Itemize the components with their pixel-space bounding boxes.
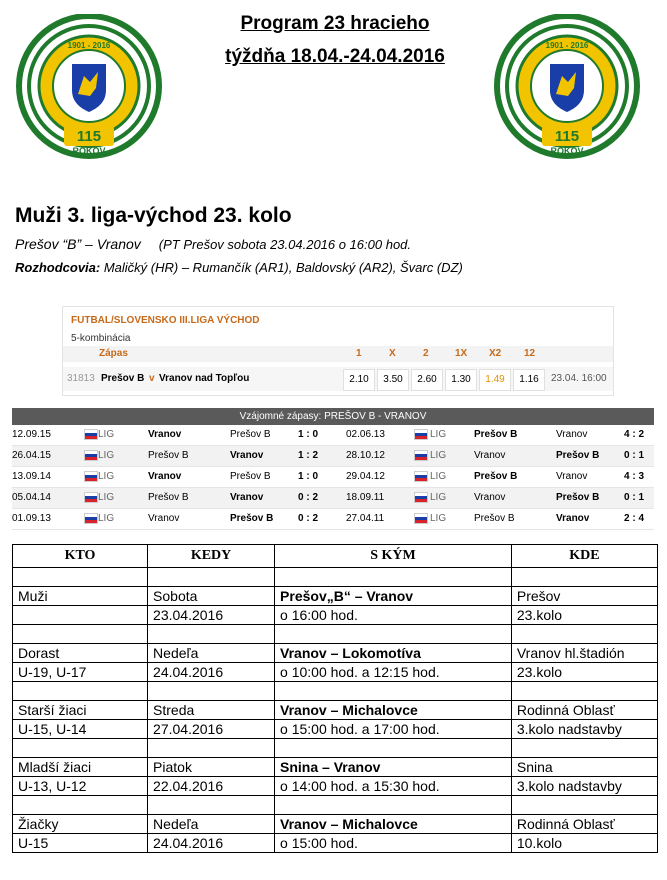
h2h-row	[12, 425, 654, 446]
where-cell: 23.kolo	[511, 663, 657, 682]
who-cell: Mladší žiaci	[13, 758, 148, 777]
h2h-away: Prešov B	[230, 429, 271, 440]
h2h-away: Vranov	[556, 471, 588, 482]
when-cell: Sobota	[148, 587, 275, 606]
slovakia-flag-icon	[414, 492, 428, 503]
h2h-league: LIG	[430, 471, 447, 482]
schedule-row	[13, 625, 658, 644]
h2h-row	[12, 488, 654, 509]
when-cell	[148, 682, 275, 701]
h2h-league: LIG	[430, 513, 447, 524]
odds-header-match: Zápas	[99, 348, 128, 359]
h2h-home: Vranov	[474, 450, 506, 461]
h2h-league: LIG	[98, 450, 115, 461]
h2h-home: Prešov B	[148, 450, 189, 461]
when-cell: Streda	[148, 701, 275, 720]
who-cell: U-19, U-17	[13, 663, 148, 682]
opponent-cell: o 10:00 hod. a 12:15 hod.	[275, 663, 512, 682]
referees-line	[15, 260, 463, 275]
opponent-cell	[275, 625, 512, 644]
odds-away: Vranov nad Topľou	[159, 373, 250, 384]
where-cell: Vranov hl.štadión	[511, 644, 657, 663]
h2h-score: 2 : 4	[624, 513, 645, 524]
where-cell	[511, 625, 657, 644]
h2h-row	[12, 467, 654, 488]
h2h-home: Vranov	[148, 429, 182, 440]
schedule-row	[13, 739, 658, 758]
schedule-row	[13, 568, 658, 587]
schedule-row	[13, 663, 658, 682]
club-logo-left	[14, 14, 164, 164]
where-cell: 3.kolo nadstavby	[511, 720, 657, 739]
opponent-cell: Snina – Vranov	[275, 758, 512, 777]
odds-header	[63, 346, 613, 362]
odd-12[interactable]: 1.16	[513, 369, 545, 391]
h2h-home: Vranov	[474, 492, 506, 503]
odd-2[interactable]: 2.60	[411, 369, 443, 391]
h2h-date: 27.04.11	[346, 513, 385, 524]
who-cell: Dorast	[13, 644, 148, 663]
when-cell	[148, 796, 275, 815]
h2h-row	[12, 446, 654, 467]
opponent-cell: Prešov„B“ – Vranov	[275, 587, 512, 606]
slovakia-flag-icon	[84, 450, 98, 461]
odds-header-1: 1	[356, 348, 362, 359]
opponent-cell: o 14:00 hod. a 15:30 hod.	[275, 777, 512, 796]
h2h-away: Vranov	[230, 492, 264, 503]
odd-1[interactable]: 2.10	[343, 369, 375, 391]
when-cell: 24.04.2016	[148, 663, 275, 682]
when-cell: 22.04.2016	[148, 777, 275, 796]
where-cell	[511, 568, 657, 587]
who-cell	[13, 606, 148, 625]
svg-text:115: 115	[76, 128, 102, 145]
svg-text:ROKOV: ROKOV	[550, 146, 584, 156]
who-cell: Starší žiaci	[13, 701, 148, 720]
when-cell	[148, 739, 275, 758]
schedule-row	[13, 758, 658, 777]
who-cell: Žiačky	[13, 815, 148, 834]
odd-1x[interactable]: 1.30	[445, 369, 477, 391]
h2h-away: Prešov B	[556, 450, 600, 461]
schedule-row	[13, 606, 658, 625]
h2h-score: 0 : 1	[624, 450, 645, 461]
match-line	[15, 236, 411, 252]
slovakia-flag-icon	[84, 471, 98, 482]
where-cell	[511, 796, 657, 815]
schedule-row	[13, 682, 658, 701]
odds-home: Prešov B	[101, 373, 145, 384]
where-cell: Snina	[511, 758, 657, 777]
h2h-date: 26.04.15	[12, 450, 51, 461]
betting-league: FUTBAL/SLOVENSKO III.LIGA VÝCHOD	[71, 315, 260, 326]
program-title: Program 23 hracieho	[240, 13, 430, 34]
h2h-league: LIG	[98, 471, 115, 482]
slovakia-flag-icon	[84, 492, 98, 503]
slovakia-flag-icon	[414, 513, 428, 524]
h2h-score: 0 : 2	[298, 513, 319, 524]
schedule-row	[13, 834, 658, 853]
head-to-head-table	[12, 408, 654, 530]
referees-label: Rozhodcovia:	[15, 260, 101, 275]
opponent-cell	[275, 796, 512, 815]
schedule-row	[13, 796, 658, 815]
opponent-cell: o 15:00 hod. a 17:00 hod.	[275, 720, 512, 739]
schedule-row	[13, 815, 658, 834]
h2h-score: 4 : 3	[624, 471, 645, 482]
who-cell	[13, 682, 148, 701]
odd-x2[interactable]: 1.49	[479, 369, 511, 391]
who-cell	[13, 568, 148, 587]
h2h-date: 29.04.12	[346, 471, 385, 482]
when-cell: 27.04.2016	[148, 720, 275, 739]
when-cell: 24.04.2016	[148, 834, 275, 853]
h2h-row	[12, 509, 654, 530]
opponent-cell: Vranov – Michalovce	[275, 815, 512, 834]
h2h-score: 4 : 2	[624, 429, 645, 440]
h2h-date: 12.09.15	[12, 429, 51, 440]
h2h-score: 0 : 2	[298, 492, 319, 503]
col-s-kym: S KÝM	[275, 545, 512, 568]
who-cell: U-15	[13, 834, 148, 853]
h2h-league: LIG	[430, 492, 447, 503]
h2h-home: Prešov B	[474, 471, 518, 482]
who-cell	[13, 739, 148, 758]
where-cell	[511, 682, 657, 701]
section-heading: Muži 3. liga-východ 23. kolo	[15, 204, 292, 227]
svg-text:115: 115	[554, 128, 580, 145]
where-cell: Prešov	[511, 587, 657, 606]
slovakia-flag-icon	[84, 429, 98, 440]
h2h-score: 1 : 0	[298, 471, 319, 482]
who-cell	[13, 796, 148, 815]
h2h-caption: Vzájomné zápasy: PREŠOV B - VRANOV	[12, 408, 654, 425]
odd-x[interactable]: 3.50	[377, 369, 409, 391]
h2h-home: Prešov B	[474, 429, 518, 440]
odds-header-x2: X2	[489, 348, 502, 359]
slovakia-flag-icon	[414, 450, 428, 461]
betting-combination: 5-kombinácia	[71, 333, 131, 344]
schedule-row	[13, 720, 658, 739]
h2h-league: LIG	[98, 429, 115, 440]
slovakia-flag-icon	[414, 471, 428, 482]
h2h-away: Vranov	[230, 450, 264, 461]
opponent-cell: Vranov – Lokomotíva	[275, 644, 512, 663]
h2h-away: Prešov B	[230, 513, 274, 524]
odds-header-2: 2	[423, 348, 429, 359]
h2h-home: Vranov	[148, 471, 182, 482]
h2h-league: LIG	[430, 429, 447, 440]
odds-row[interactable]	[63, 367, 613, 391]
club-crest-icon	[19, 16, 159, 156]
h2h-date: 01.09.13	[12, 513, 51, 524]
club-crest-icon	[497, 16, 637, 156]
who-cell: U-13, U-12	[13, 777, 148, 796]
svg-text:ROKOV: ROKOV	[72, 146, 106, 156]
h2h-league: LIG	[98, 492, 115, 503]
h2h-away: Prešov B	[556, 492, 600, 503]
who-cell	[13, 625, 148, 644]
opponent-cell	[275, 739, 512, 758]
h2h-home: Prešov B	[474, 513, 515, 524]
schedule-row	[13, 701, 658, 720]
where-cell: 23.kolo	[511, 606, 657, 625]
match-teams: Prešov “B” – Vranov	[15, 236, 141, 252]
schedule-row	[13, 777, 658, 796]
opponent-cell: Vranov – Michalovce	[275, 701, 512, 720]
h2h-date: 05.04.14	[12, 492, 51, 503]
h2h-date: 13.09.14	[12, 471, 51, 482]
opponent-cell	[275, 682, 512, 701]
where-cell	[511, 739, 657, 758]
h2h-date: 28.10.12	[346, 450, 385, 461]
h2h-home: Prešov B	[148, 492, 189, 503]
program-week: týždňa 18.04.-24.04.2016	[225, 46, 445, 67]
opponent-cell: o 16:00 hod.	[275, 606, 512, 625]
when-cell	[148, 568, 275, 587]
when-cell: Nedeľa	[148, 815, 275, 834]
where-cell: Rodinná Oblasť	[511, 701, 657, 720]
schedule-row	[13, 644, 658, 663]
schedule-header-row	[13, 545, 658, 568]
club-logo-right	[492, 14, 642, 164]
h2h-score: 0 : 1	[624, 492, 645, 503]
schedule-row	[13, 587, 658, 606]
odds-datetime: 23.04. 16:00	[551, 373, 607, 384]
where-cell: 3.kolo nadstavby	[511, 777, 657, 796]
opponent-cell	[275, 568, 512, 587]
where-cell: 10.kolo	[511, 834, 657, 853]
referees-text: Maličký (HR) – Rumančík (AR1), Baldovský (AR2), Švarc (DZ)	[100, 260, 463, 275]
odds-id: 31813	[67, 373, 95, 384]
odds-vs: v	[149, 373, 155, 384]
h2h-away: Vranov	[556, 513, 590, 524]
h2h-away: Vranov	[556, 429, 588, 440]
when-cell: 23.04.2016	[148, 606, 275, 625]
who-cell: Muži	[13, 587, 148, 606]
who-cell: U-15, U-14	[13, 720, 148, 739]
where-cell: Rodinná Oblasť	[511, 815, 657, 834]
when-cell	[148, 625, 275, 644]
col-kde: KDE	[511, 545, 657, 568]
betting-odds-box	[62, 306, 614, 396]
h2h-home: Vranov	[148, 513, 180, 524]
h2h-score: 1 : 0	[298, 429, 319, 440]
col-kedy: KEDY	[148, 545, 275, 568]
opponent-cell: o 15:00 hod.	[275, 834, 512, 853]
h2h-league: LIG	[430, 450, 447, 461]
schedule-table	[12, 544, 658, 853]
h2h-date: 02.06.13	[346, 429, 385, 440]
h2h-score: 1 : 2	[298, 450, 319, 461]
slovakia-flag-icon	[84, 513, 98, 524]
when-cell: Piatok	[148, 758, 275, 777]
col-kto: KTO	[13, 545, 148, 568]
odds-header-1x: 1X	[455, 348, 468, 359]
h2h-date: 18.09.11	[346, 492, 385, 503]
h2h-away: Prešov B	[230, 471, 271, 482]
when-cell: Nedeľa	[148, 644, 275, 663]
svg-text:1901 - 2016: 1901 - 2016	[67, 41, 111, 50]
odds-header-12: 12	[524, 348, 536, 359]
odds-header-x: X	[389, 348, 396, 359]
slovakia-flag-icon	[414, 429, 428, 440]
svg-text:1901 - 2016: 1901 - 2016	[545, 41, 589, 50]
match-note: (PT Prešov sobota 23.04.2016 o 16:00 hod.	[158, 237, 412, 252]
h2h-league: LIG	[98, 513, 115, 524]
